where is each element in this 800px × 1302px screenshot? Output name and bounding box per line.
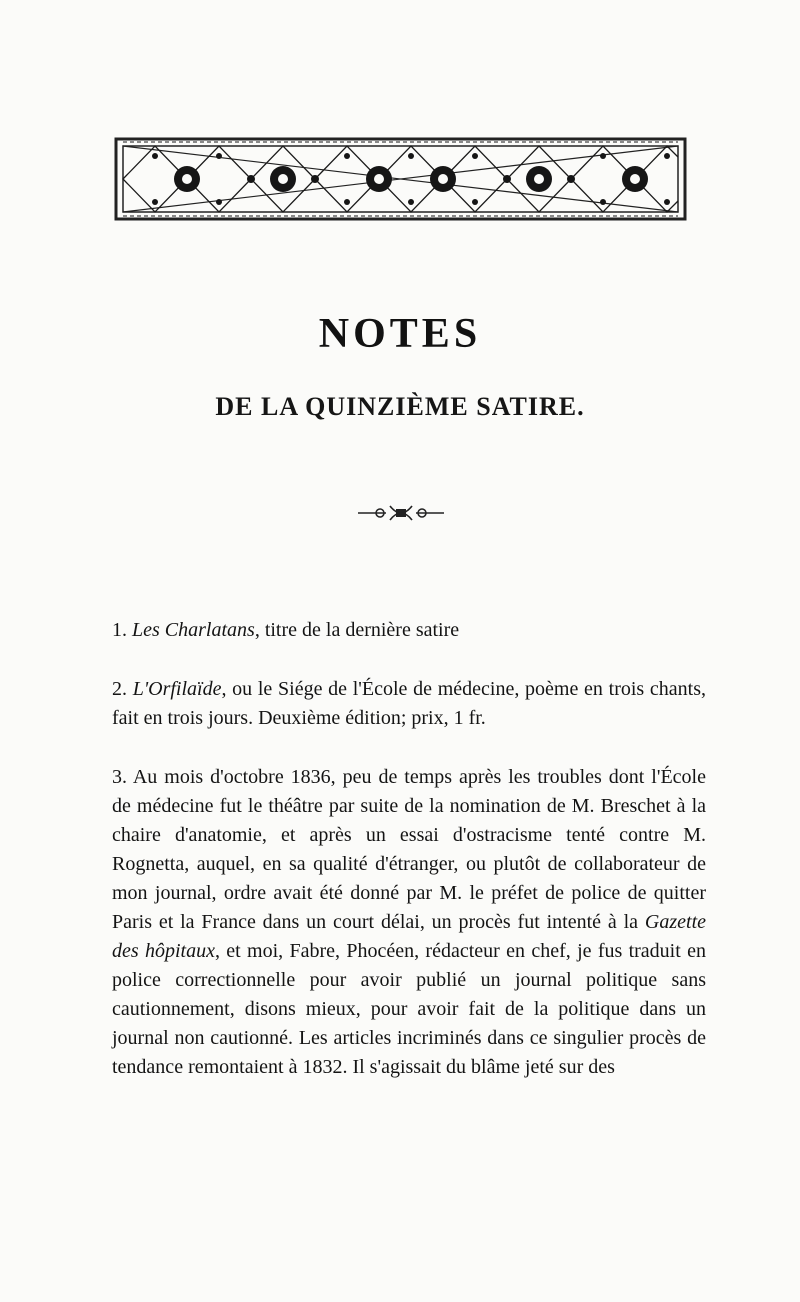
decorative-header-band <box>113 136 688 222</box>
note-title: Les Charlatans <box>132 619 255 641</box>
note-item-2 <box>112 675 706 733</box>
notes-list <box>112 616 706 1112</box>
page-title: NOTES <box>318 311 482 357</box>
note-text: , ou le Siége de l'École de médecine, poème en trois chants, fait en trois jours. Deuxième édition; prix, 1 fr. <box>112 678 706 729</box>
fleuron-divider-icon <box>356 502 446 524</box>
note-item-3 <box>112 763 706 1082</box>
note-number: 2. <box>112 678 127 700</box>
note-number: 3. <box>112 766 127 788</box>
page-subtitle: DE LA QUINZIÈME SATIRE. <box>215 392 585 421</box>
note-text: Au mois d'octobre 1836, peu de temps après les troubles dont l'École de médecine fut le théâtre par suite de la nomination de M. Breschet à la chaire d'anatomie, et après un essai d'ostracisme tenté contre M. Rognetta, auquel, en sa qualité d'étranger, ou plutôt de collaborateur de mon journal, ordre avait été donné par M. le préfet de police de quitter Paris et la France dans un court délai, un procès fut intenté à la <box>112 766 706 933</box>
note-item-1 <box>112 616 706 645</box>
note-title: Gazette des hôpitaux <box>112 911 707 962</box>
note-text-continued: , et moi, Fabre, Phocéen, rédacteur en chef, je fus traduit en police correctionnelle pour avoir publié un journal politique sans cautionnement, disons mieux, pour avoir fait de la politique dans un journal non cautionné. Les articles incriminés dans ce singulier procès de tendance remontaient à 1832. Il s'agissait du blâme jeté sur des <box>112 940 706 1078</box>
note-text: , titre de la dernière satire <box>254 619 460 641</box>
note-number: 1. <box>112 619 127 641</box>
note-title: L'Orfilaïde <box>132 678 222 700</box>
